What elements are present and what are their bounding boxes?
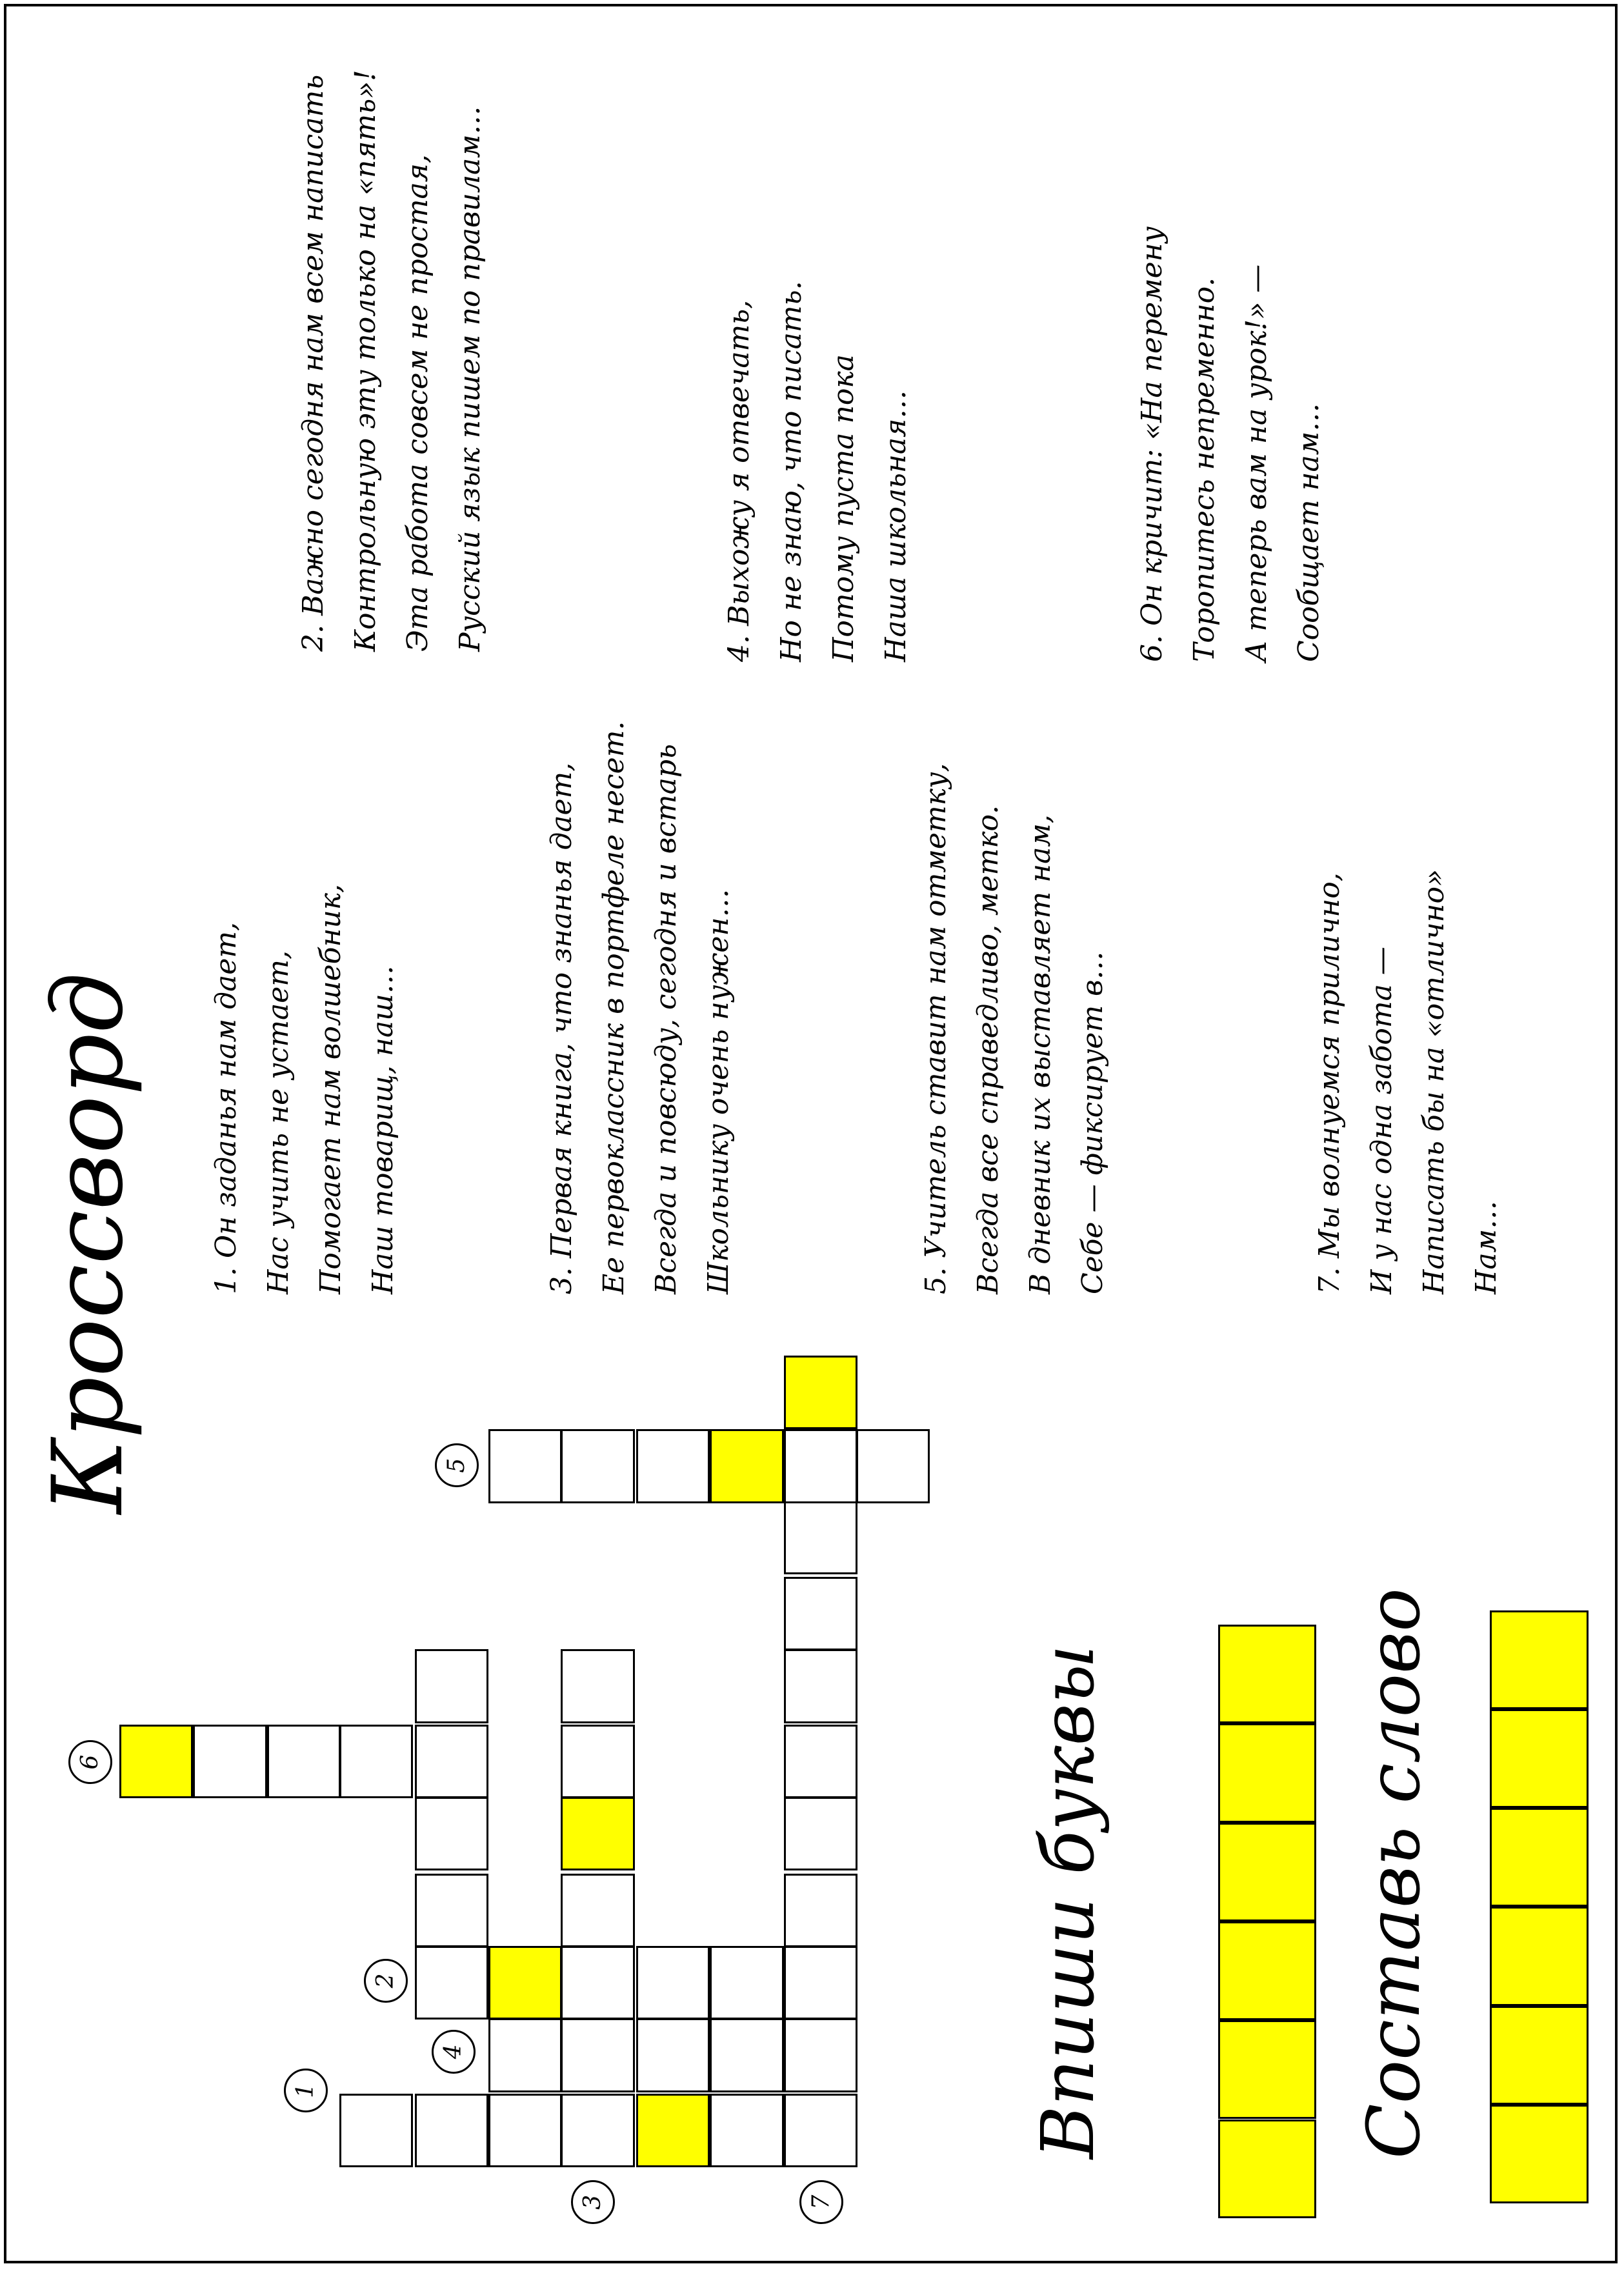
crossword-cell[interactable] [784,2018,857,2092]
crossword-cell[interactable] [415,1874,488,1947]
crossword-cell[interactable] [784,1500,857,1574]
letter-box[interactable] [1218,1823,1317,1921]
letter-box[interactable] [1218,1921,1317,2020]
clue-2: 2. Важно сегодня нам всем написать Контрольную эту только на «пять»! Эта работа совсем не простая, Русский язык пишем по правилам… [297,70,486,652]
crossword-cell[interactable] [784,1874,857,1947]
clue-number-5: 5 [435,1443,479,1487]
crossword-cell[interactable] [636,1429,710,1503]
word-box[interactable] [1490,2006,1589,2105]
crossword-cell[interactable] [561,2018,634,2092]
crossword-cell[interactable] [488,2094,562,2167]
clue-number-3: 3 [571,2180,615,2224]
crossword-cell[interactable] [561,1649,634,1723]
clue-number-6: 6 [68,1740,112,1784]
crossword-cell[interactable] [488,2018,562,2092]
clue-6: 6. Он кричит: «На перемену Торопитесь непременно. А теперь вам на урок!» — Сообщает нам… [1136,226,1325,662]
crossword-cell[interactable] [636,1946,710,2019]
crossword-cell[interactable] [561,2094,634,2167]
clue-5: 5. Учитель ставит нам отметку, Всегда все справедливо, метко. В дневник их выставляет нам, Себе — фиксирует в… [919,763,1109,1294]
crossword-cell[interactable] [856,1429,930,1503]
crossword-cell[interactable] [119,1725,193,1798]
clue-number-2: 2 [364,1959,408,2003]
crossword-cell[interactable] [784,1946,857,2019]
section-write-letters: Впиши буквы [1027,1644,1110,2159]
crossword-cell[interactable] [784,1577,857,1650]
crossword-cell[interactable] [415,1797,488,1870]
clue-7: 7. Мы волнуемся прилично, И у нас одна забота — Написать бы на «отлично» Нам… [1313,869,1503,1294]
crossword-cell[interactable] [415,2094,488,2167]
crossword-cell[interactable] [710,1429,783,1503]
crossword-cell[interactable] [488,1429,562,1503]
word-box[interactable] [1490,1808,1589,1907]
crossword-cell[interactable] [784,1797,857,1870]
crossword-cell[interactable] [415,1649,488,1723]
letter-box[interactable] [1218,1723,1317,1822]
clue-4: 4. Выхожу я отвечать, Но не знаю, что писать. Потому пуста пока Наша школьная… [723,281,912,662]
crossword-cell[interactable] [784,1649,857,1723]
clue-number-4: 4 [432,2030,476,2074]
crossword-cell[interactable] [784,1356,857,1429]
crossword-cell[interactable] [561,1946,634,2019]
letter-box[interactable] [1218,1625,1317,1723]
crossword-cell[interactable] [339,1725,413,1798]
word-box[interactable] [1490,2105,1589,2203]
crossword-cell[interactable] [339,2094,413,2167]
crossword-cell[interactable] [415,1725,488,1798]
page-title: Кроссворд [32,972,145,1514]
worksheet-page [4,4,1618,2263]
crossword-cell[interactable] [561,1725,634,1798]
clue-number-7: 7 [799,2180,843,2224]
crossword-cell[interactable] [488,1946,562,2019]
crossword-cell[interactable] [784,1725,857,1798]
clue-3: 3. Первая книга, что знанья дает, Ее первоклассник в портфеле несет. Всегда и повсюду, сегодня и встарь Школьнику очень нужен… [545,721,735,1294]
crossword-cell[interactable] [784,1429,857,1503]
crossword-cell[interactable] [636,2094,710,2167]
word-box[interactable] [1490,1709,1589,1808]
word-box[interactable] [1490,1610,1589,1709]
crossword-cell[interactable] [267,1725,341,1798]
crossword-cell[interactable] [193,1725,266,1798]
rotated-content [6,6,1624,2275]
letter-box[interactable] [1218,2120,1317,2218]
crossword-cell[interactable] [710,1946,783,2019]
crossword-cell[interactable] [561,1874,634,1947]
letter-box[interactable] [1218,2020,1317,2119]
section-compose-word: Составь слово [1352,1588,1436,2159]
crossword-cell[interactable] [710,2094,783,2167]
crossword-cell[interactable] [561,1429,634,1503]
crossword-cell[interactable] [784,2094,857,2167]
clue-1: 1. Он заданья нам дает, Нас учить не устает, Помогает нам волшебник, Наш товарищ, наш… [210,883,399,1294]
word-box[interactable] [1490,1907,1589,2006]
crossword-cell[interactable] [636,2018,710,2092]
crossword-cell[interactable] [561,1797,634,1870]
crossword-cell[interactable] [710,2018,783,2092]
clue-number-1: 1 [284,2069,328,2112]
crossword-cell[interactable] [415,1946,488,2019]
